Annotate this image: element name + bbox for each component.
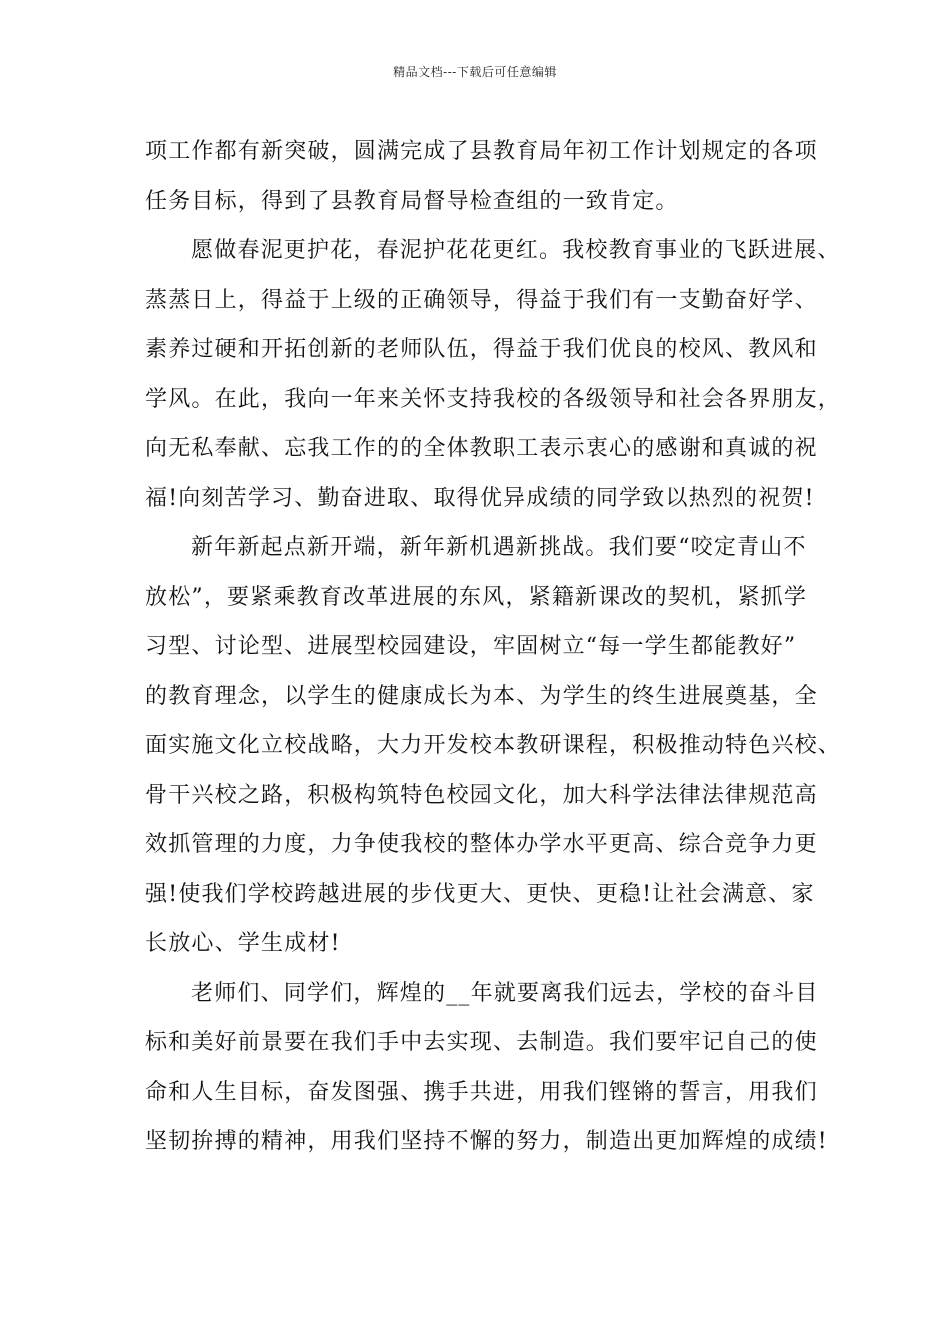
text-line: 面实施文化立校战略，大力开发校本教研课程，积极推动特色兴校、 — [145, 733, 842, 758]
text-line: 效抓管理的力度，力争使我校的整体办学水平更高、综合竞争力更 — [145, 832, 818, 857]
text-line: 素养过硬和开拓创新的老师队伍，得益于我们优良的校风、教风和 — [145, 337, 818, 362]
text-line: 愿做春泥更护花，春泥护花花更红。我校教育事业的飞跃进展、 — [191, 238, 841, 263]
text-line: 长放心、学生成材! — [145, 931, 341, 956]
text-line: 骨干兴校之路，积极构筑特色校园文化，加大科学法律法律规范高 — [145, 782, 818, 808]
text-line: 强!使我们学校跨越进展的步伐更大、更快、更稳!让社会满意、家 — [145, 881, 815, 907]
text-line: 标和美好前景要在我们手中去实现、去制造。我们要牢记自己的使 — [145, 1030, 818, 1055]
text-line: 项工作都有新突破，圆满完成了县教育局年初工作计划规定的各项 — [145, 139, 818, 164]
text-line: 坚韧拚搏的精神，用我们坚持不懈的努力，制造出更加辉煌的成绩! — [145, 1129, 828, 1154]
text-line: 的教育理念，以学生的健康成长为本、为学生的终生进展奠基，全 — [145, 683, 818, 709]
text-line: 任务目标，得到了县教育局督导检查组的一致肯定。 — [145, 188, 679, 214]
text-line: 向无私奉献、忘我工作的的全体教职工表示衷心的感谢和真诚的祝 — [145, 436, 818, 461]
text-line: 习型、讨论型、进展型校园建设，牢固树立“每一学生都能教好” — [145, 634, 797, 659]
text-line: 老师们、同学们，辉煌的__年就要离我们远去，学校的奋斗目 — [191, 980, 819, 1006]
text-line: 放松”，要紧乘教育改革进展的东风，紧籍新课改的契机，紧抓学 — [145, 584, 808, 610]
text-line: 福!向刻苦学习、勤奋进取、取得优异成绩的同学致以热烈的祝贺! — [145, 485, 815, 511]
text-line: 蒸蒸日上，得益于上级的正确领导，得益于我们有一支勤奋好学、 — [145, 287, 818, 313]
page-header: 精品文档---下载后可任意编辑 — [393, 65, 557, 79]
document-body — [145, 127, 842, 1167]
text-line: 命和人生目标，奋发图强、携手共进，用我们铿锵的誓言，用我们 — [145, 1079, 818, 1105]
text-line: 学风。在此，我向一年来关怀支持我校的各级领导和社会各界朋友， — [145, 386, 842, 412]
text-line: 新年新起点新开端，新年新机遇新挑战。我们要“咬定青山不 — [191, 535, 807, 560]
